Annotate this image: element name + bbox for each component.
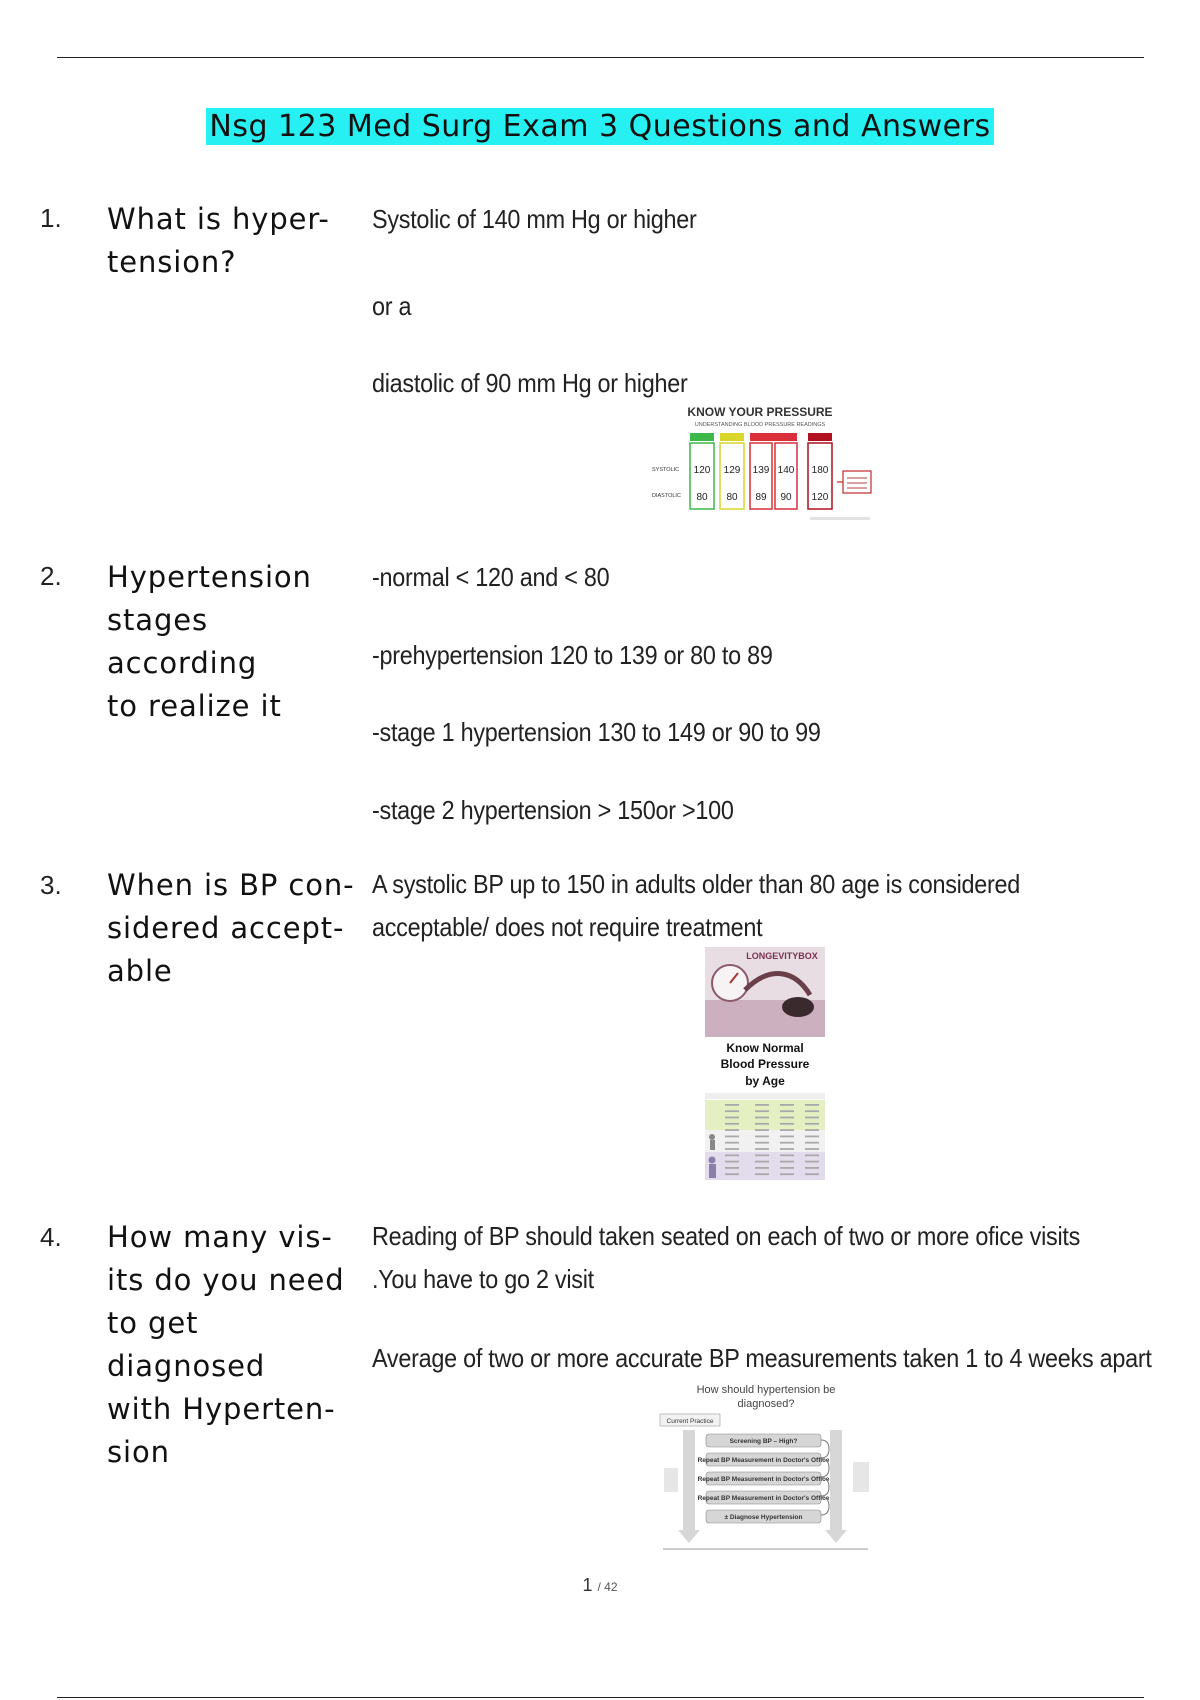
category-header — [690, 433, 714, 441]
question-line: When is BP con- — [107, 868, 355, 902]
figure-source — [810, 517, 870, 520]
table-cell — [755, 1136, 769, 1138]
table-cell — [755, 1123, 769, 1125]
answer-paragraph: Reading of BP should taken seated on each of two or more ofice visits .You have to go 2 visit — [372, 1221, 1081, 1294]
table-cell — [805, 1129, 819, 1131]
table-cell — [780, 1129, 794, 1131]
page-total: / 42 — [597, 1580, 618, 1594]
question-text — [107, 1216, 357, 1474]
table-cell — [780, 1148, 794, 1150]
table-cell — [725, 1136, 739, 1138]
right-arrow-shaft — [830, 1430, 842, 1530]
category-header — [750, 433, 797, 441]
flow-step-label: Repeat BP Measurement in Doctor's Office — [697, 1457, 830, 1464]
top-rule — [57, 57, 1144, 58]
bottom-rule — [57, 1697, 1144, 1698]
table-cell — [805, 1117, 819, 1119]
table-cell — [725, 1161, 739, 1163]
table-cell — [725, 1154, 739, 1156]
table-cell — [805, 1123, 819, 1125]
question-number: 1. — [40, 203, 62, 233]
question-text — [107, 864, 357, 993]
diastolic-value: 90 — [780, 492, 792, 503]
answer-line: -stage 2 hypertension > 150or >100 — [372, 795, 734, 825]
diastolic-value: 80 — [696, 492, 708, 503]
question-line: What is hyper- — [107, 202, 330, 236]
question-number: 4. — [40, 1222, 62, 1252]
table-cell — [780, 1154, 794, 1156]
document-title: Nsg 123 Med Surg Exam 3 Questions and Answers — [206, 108, 993, 145]
page-number — [0, 1575, 1200, 1596]
answer-line: -prehypertension 120 to 139 or 80 to 89 — [372, 640, 773, 670]
table-cell — [805, 1167, 819, 1169]
answer-line: or a — [372, 291, 412, 321]
question-line: Hypertension — [107, 560, 312, 594]
table-cell — [780, 1173, 794, 1175]
answer-line: -stage 1 hypertension 130 to 149 or 90 to 99 — [372, 717, 821, 747]
answer-line: -normal < 120 and < 80 — [372, 562, 610, 592]
table-cell — [755, 1154, 769, 1156]
table-cell — [755, 1104, 769, 1106]
bp-chart-figure — [650, 405, 880, 525]
question-line: able — [107, 954, 173, 988]
table-cell — [805, 1173, 819, 1175]
systolic-value: 140 — [777, 465, 795, 476]
table-cell — [755, 1148, 769, 1150]
page-current: 1 — [582, 1575, 593, 1595]
figure-caption-line: by Age — [745, 1074, 785, 1088]
flow-step-label: Repeat BP Measurement in Doctor's Office — [697, 1476, 830, 1483]
row-label-diastolic: DIASTOLIC — [652, 493, 681, 499]
systolic-value: 139 — [752, 465, 770, 476]
figure-title-line: diagnosed? — [737, 1398, 795, 1410]
table-cell — [725, 1110, 739, 1112]
question-number: 2. — [40, 561, 62, 591]
table-cell — [780, 1136, 794, 1138]
figure-title: KNOW YOUR PRESSURE — [687, 405, 833, 419]
table-cell — [780, 1142, 794, 1144]
row-label-systolic: SYSTOLIC — [652, 467, 680, 473]
question-line: to realize it — [107, 689, 282, 723]
left-arrow-head — [678, 1530, 700, 1543]
figure-subtitle: UNDERSTANDING BLOOD PRESSURE READINGS — [694, 422, 826, 428]
table-cell — [725, 1167, 739, 1169]
left-arrow-shaft — [683, 1430, 695, 1530]
tag-label: Current Practice — [666, 1418, 714, 1425]
answer-paragraph: A systolic BP up to 150 in adults older than 80 age is considered acceptable/ does not require treatment — [372, 869, 1021, 942]
question-line: stages according — [107, 603, 258, 680]
question-line: How many vis- — [107, 1220, 333, 1254]
table-cell — [805, 1104, 819, 1106]
figure-brand: LONGEVITYBOX — [746, 951, 818, 961]
figure-caption-line: Know Normal — [726, 1041, 804, 1055]
question-line: sidered accept- — [107, 911, 345, 945]
question-line: tension? — [107, 245, 237, 279]
table-cell — [780, 1161, 794, 1163]
flow-steps — [698, 1434, 830, 1523]
question-text — [107, 556, 357, 728]
systolic-value: 129 — [723, 465, 741, 476]
answer-line: Systolic of 140 mm Hg or higher — [372, 204, 697, 234]
category-header — [720, 433, 744, 441]
table-cell — [805, 1110, 819, 1112]
question-line: with Hyperten- — [107, 1392, 336, 1426]
table-cell — [780, 1110, 794, 1112]
diagnosis-flow-figure — [648, 1378, 878, 1553]
table-cell — [755, 1117, 769, 1119]
question-line: its do you need — [107, 1263, 345, 1297]
figure-caption-line: Blood Pressure — [720, 1057, 810, 1071]
table-cell — [725, 1148, 739, 1150]
bp-by-age-figure — [700, 945, 830, 1185]
diastolic-value: 80 — [726, 492, 738, 503]
diastolic-value: 120 — [811, 492, 829, 503]
table-cell — [780, 1104, 794, 1106]
flow-connector — [821, 1440, 829, 1458]
answer-line: Average of two or more accurate BP measurements taken 1 to 4 weeks apart — [372, 1343, 1152, 1373]
table-cell — [755, 1173, 769, 1175]
table-cell — [755, 1161, 769, 1163]
right-arrow-head — [825, 1530, 847, 1543]
table-cell — [755, 1110, 769, 1112]
table-cell — [805, 1142, 819, 1144]
table-cell — [755, 1129, 769, 1131]
diastolic-value: 89 — [755, 492, 767, 503]
table-cell — [805, 1148, 819, 1150]
systolic-value: 120 — [693, 465, 711, 476]
table-cell — [725, 1142, 739, 1144]
hand-shape — [782, 997, 814, 1017]
answer-line: diastolic of 90 mm Hg or higher — [372, 368, 688, 398]
question-line: sion — [107, 1435, 170, 1469]
table-cell — [780, 1167, 794, 1169]
table-cell — [805, 1154, 819, 1156]
table-cell — [805, 1161, 819, 1163]
table-cell — [725, 1129, 739, 1131]
flow-step-label: Repeat BP Measurement in Doctor's Office — [697, 1495, 830, 1502]
table-cell — [780, 1117, 794, 1119]
question-number: 3. — [40, 870, 62, 900]
table-cell — [725, 1104, 739, 1106]
flow-step-label: ± Diagnose Hypertension — [724, 1514, 803, 1521]
table-cell — [725, 1117, 739, 1119]
question-text — [107, 198, 357, 284]
question-line: to get diagnosed — [107, 1306, 266, 1383]
figure-title-line: How should hypertension be — [696, 1384, 836, 1396]
table-cell — [755, 1142, 769, 1144]
table-cell — [725, 1123, 739, 1125]
title-container — [0, 108, 1200, 145]
table-cell — [755, 1167, 769, 1169]
table-cell — [780, 1123, 794, 1125]
category-header — [808, 433, 832, 441]
flow-step-label: Screening BP – High? — [729, 1438, 798, 1445]
table-cell — [725, 1173, 739, 1175]
systolic-value: 180 — [811, 465, 829, 476]
bp-columns — [690, 433, 832, 509]
table-cell — [805, 1136, 819, 1138]
